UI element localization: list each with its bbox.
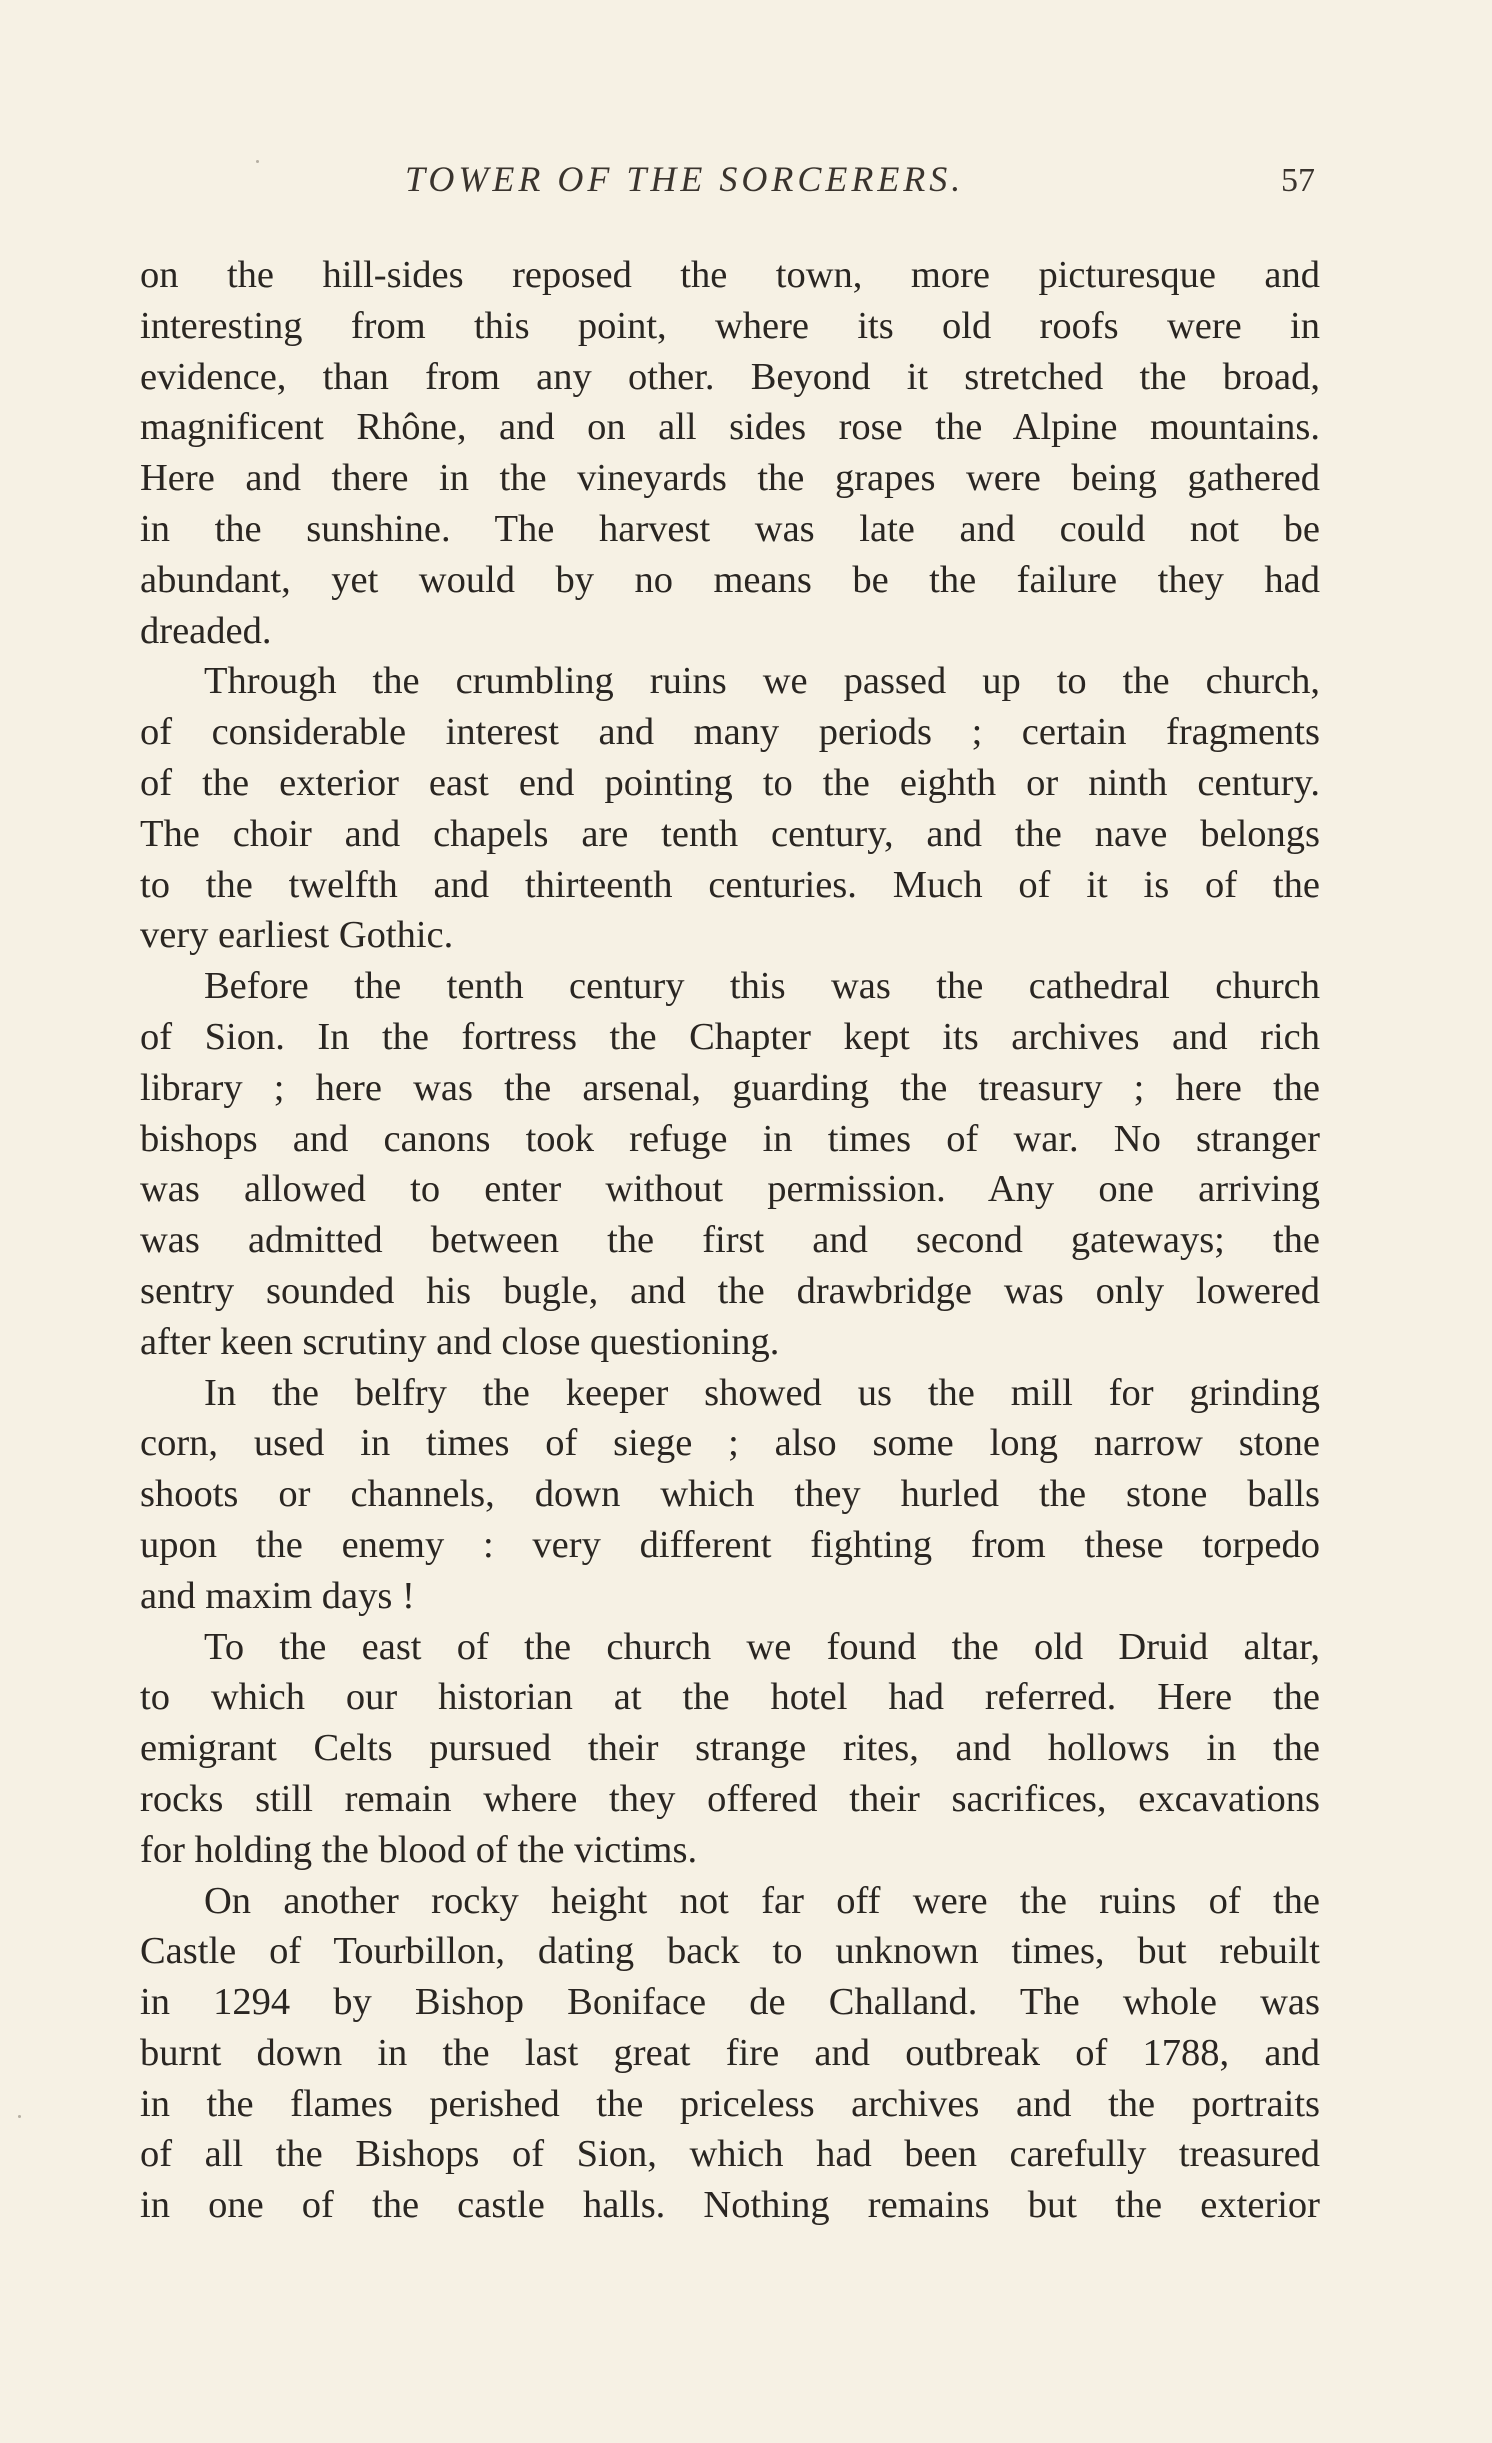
text-line: of the exterior east end pointing to the eighth or ninth century. — [140, 761, 1320, 804]
text-line: Before the tenth century this was the cathedral church — [204, 965, 1320, 1008]
text-line: for holding the blood of the victims. — [140, 1828, 698, 1871]
body-text — [140, 250, 1320, 2231]
text-line: magnificent Rhône, and on all sides rose the Alpine mountains. — [140, 406, 1320, 449]
text-line: of all the Bishops of Sion, which had been carefully treasured — [140, 2133, 1320, 2176]
text-line: library ; here was the arsenal, guarding the treasury ; here the — [140, 1066, 1320, 1109]
text-line: Castle of Tourbillon, dating back to unknown times, but rebuilt — [140, 1930, 1320, 1973]
text-line: Here and there in the vineyards the grapes were being gathered — [140, 457, 1320, 500]
text-line: burnt down in the last great fire and outbreak of 1788, and — [140, 2031, 1320, 2074]
text-line: interesting from this point, where its old roofs were in — [140, 304, 1320, 347]
page-number: 57 — [1281, 162, 1315, 199]
running-title: TOWER OF THE SORCERERS. — [405, 159, 965, 199]
text-line: was admitted between the first and second gateways; the — [140, 1219, 1320, 1262]
text-line: shoots or channels, down which they hurled the stone balls — [140, 1473, 1320, 1516]
text-line: Through the crumbling ruins we passed up to the church, — [204, 660, 1320, 703]
text-line: of considerable interest and many periods ; certain fragments — [140, 711, 1320, 754]
text-line: in the flames perished the priceless archives and the portraits — [140, 2082, 1320, 2125]
text-line: in 1294 by Bishop Boniface de Challand. The whole was — [140, 1981, 1320, 2024]
running-head — [140, 158, 1315, 208]
text-line: To the east of the church we found the old Druid altar, — [204, 1625, 1320, 1668]
text-line: emigrant Celts pursued their strange rites, and hollows in the — [140, 1727, 1320, 1770]
paper-speck — [18, 2115, 21, 2118]
text-line: In the belfry the keeper showed us the mill for grinding — [204, 1371, 1320, 1414]
text-line: evidence, than from any other. Beyond it stretched the broad, — [140, 355, 1320, 398]
text-line: and maxim days ! — [140, 1574, 415, 1617]
text-line: On another rocky height not far off were the ruins of the — [204, 1879, 1320, 1922]
text-line: to which our historian at the hotel had referred. Here the — [140, 1676, 1320, 1719]
text-line: rocks still remain where they offered their sacrifices, excavations — [140, 1777, 1320, 1820]
text-line: upon the enemy : very different fighting from these torpedo — [140, 1523, 1320, 1566]
text-line: was allowed to enter without permission. Any one arriving — [140, 1168, 1320, 1211]
text-line: to the twelfth and thirteenth centuries. Much of it is of the — [140, 863, 1320, 906]
text-line: after keen scrutiny and close questioning. — [140, 1320, 780, 1363]
text-line: sentry sounded his bugle, and the drawbridge was only lowered — [140, 1269, 1320, 1312]
paper-speck — [256, 160, 259, 163]
text-line: on the hill-sides reposed the town, more picturesque and — [140, 254, 1320, 296]
text-line: bishops and canons took refuge in times of war. No stranger — [140, 1117, 1320, 1160]
text-line: abundant, yet would by no means be the failure they had — [140, 558, 1320, 601]
text-line: of Sion. In the fortress the Chapter kept its archives and rich — [140, 1015, 1320, 1058]
text-line: The choir and chapels are tenth century, and the nave belongs — [140, 812, 1320, 855]
text-line: very earliest Gothic. — [140, 914, 454, 957]
text-line: in the sunshine. The harvest was late and could not be — [140, 507, 1320, 550]
text-line: in one of the castle halls. Nothing remains but the exterior — [140, 2184, 1320, 2227]
text-line: dreaded. — [140, 609, 272, 652]
text-line: corn, used in times of siege ; also some long narrow stone — [140, 1422, 1320, 1465]
